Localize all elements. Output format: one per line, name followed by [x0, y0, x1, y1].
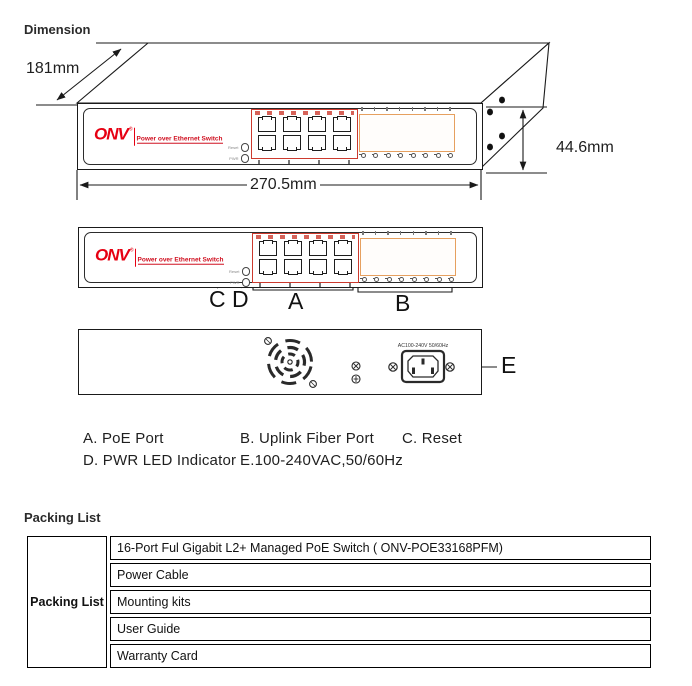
brand-text: ONV	[94, 124, 128, 144]
rj45-port	[308, 117, 326, 132]
table-row	[27, 563, 651, 587]
rj45-port	[258, 117, 276, 132]
port-label-strip	[256, 235, 355, 239]
port-label-strip	[255, 111, 354, 115]
back-view	[78, 329, 482, 395]
packing-item-cell: User Guide	[110, 617, 651, 641]
back-panel-graphics	[79, 330, 481, 394]
rj45-ports	[259, 241, 352, 274]
depth-dimension-label: 181mm	[26, 60, 80, 77]
rj45-port	[283, 117, 301, 132]
packing-item-cell: Power Cable	[110, 563, 651, 587]
fiber-port-icons	[360, 277, 454, 281]
rj45-port	[259, 259, 277, 274]
rj45-port	[309, 259, 327, 274]
rj45-port	[258, 135, 276, 150]
legend-a: A. PoE Port	[83, 430, 164, 447]
ac-power-inlet-icon	[402, 351, 444, 382]
uplink-fiber-box	[360, 238, 456, 276]
logo-tagline: Power over Ethernet Switch	[137, 256, 224, 264]
fan-grille-icon	[264, 336, 316, 387]
rj45-port	[309, 241, 327, 256]
poe-port-block	[251, 109, 358, 159]
packing-list-table	[24, 533, 654, 671]
packing-item-cell: 16-Port Ful Gigabit L2+ Managed PoE Switch ( ONV-POE33168PFM)	[110, 536, 651, 560]
packing-item-cell: Warranty Card	[110, 644, 651, 668]
brand-text: ONV	[95, 245, 129, 265]
fiber-port-icons	[359, 153, 453, 157]
pwr-led	[241, 154, 250, 163]
pwr-led-row	[203, 154, 249, 163]
callout-b: B	[395, 290, 411, 316]
callout-c: C	[209, 286, 226, 312]
rj45-ports	[258, 117, 351, 150]
registered-mark: ®	[129, 247, 134, 254]
rj45-port	[333, 135, 351, 150]
legend-e: E.100-240VAC,50/60Hz	[240, 452, 403, 469]
packing-list-heading: Packing List	[24, 510, 101, 525]
uplink-fiber-box	[359, 114, 455, 152]
width-dimension-label: 270.5mm	[247, 176, 320, 194]
dimension-heading: Dimension	[24, 22, 91, 37]
rj45-port	[334, 241, 352, 256]
reset-button	[242, 267, 251, 276]
rj45-port	[333, 117, 351, 132]
packing-item-cell: Mounting kits	[110, 590, 651, 614]
onv-logo	[95, 247, 224, 266]
table-row	[27, 536, 651, 560]
callout-a: A	[288, 288, 304, 314]
legend-b: B. Uplink Fiber Port	[240, 430, 375, 447]
power-inlet-label: AC100-240V 50/60Hz	[397, 343, 449, 349]
packing-list-row-header: Packing List	[27, 536, 107, 668]
height-dimension-label: 44.6mm	[556, 139, 614, 156]
rj45-port	[283, 135, 301, 150]
port-number-marks	[258, 160, 350, 164]
reset-button-row	[204, 267, 250, 276]
pwr-label: PWR	[230, 279, 240, 285]
rj45-port	[259, 241, 277, 256]
legend-c: C. Reset	[402, 430, 462, 447]
logo-tagline: Power over Ethernet Switch	[136, 135, 223, 143]
fiber-number-marks	[361, 107, 451, 111]
rj45-port	[334, 259, 352, 274]
switch-top-face	[77, 43, 549, 103]
table-row	[27, 644, 651, 668]
callout-e: E	[501, 352, 517, 378]
rj45-port	[284, 241, 302, 256]
table-row	[27, 590, 651, 614]
reset-button-row	[203, 143, 249, 152]
reset-button	[241, 143, 250, 152]
callout-d: D	[232, 286, 249, 312]
registered-mark: ®	[128, 126, 133, 133]
reset-label: Reset	[229, 268, 240, 274]
rj45-port	[284, 259, 302, 274]
pwr-label: PWR	[229, 155, 239, 161]
rj45-port	[308, 135, 326, 150]
reset-label: Reset	[228, 144, 239, 150]
fiber-number-marks	[362, 231, 452, 235]
table-row	[27, 617, 651, 641]
poe-port-block	[252, 233, 359, 283]
legend-d: D. PWR LED Indicator	[83, 452, 237, 469]
front-view-3d	[77, 103, 483, 170]
ground-terminal-icon	[352, 362, 360, 383]
front-view-flat	[78, 227, 483, 288]
port-number-marks	[259, 283, 351, 287]
